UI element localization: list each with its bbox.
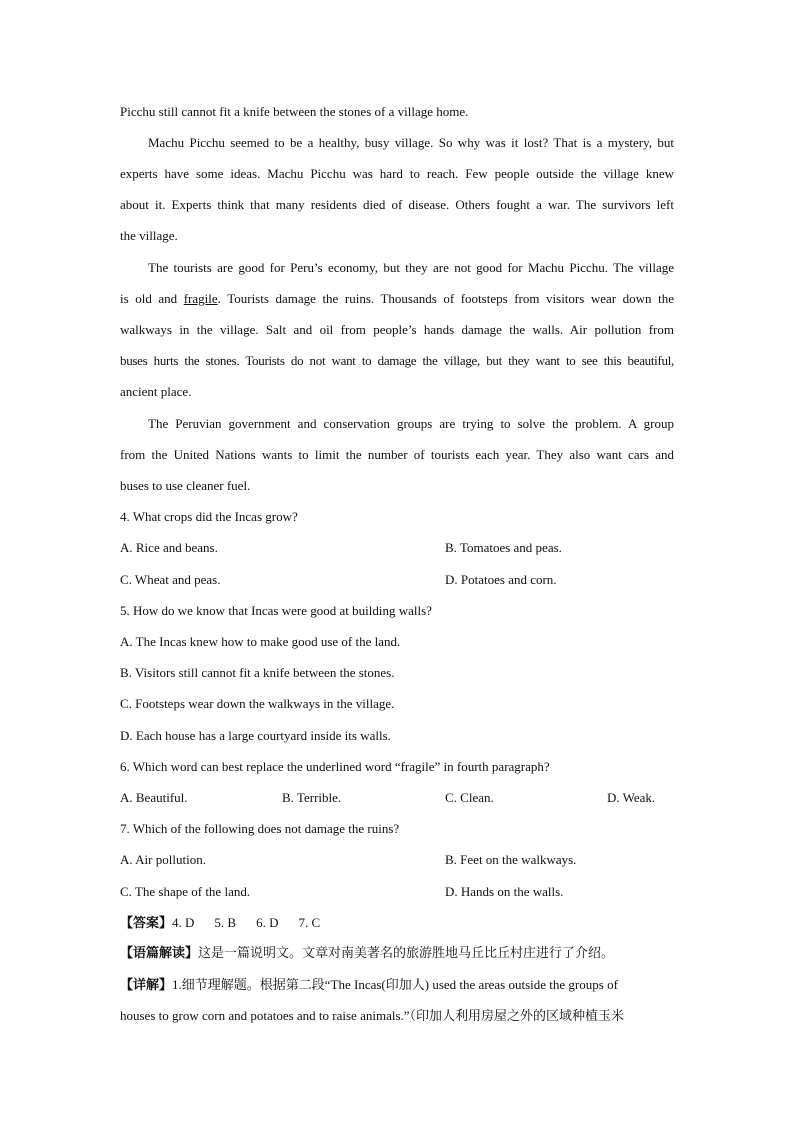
option: D. Potatoes and corn. — [445, 572, 557, 587]
answer-item: 7. C — [298, 915, 321, 930]
passage-line: buses to use cleaner fuel. — [120, 478, 251, 493]
passage-line: about it. Experts think that many residents died of disease. Others fought a war. The survivors left — [120, 197, 674, 212]
text-span: is old and — [120, 291, 184, 306]
passage-line: The tourists are good for Peru’s economy, but they are not good for Machu Picchu. The village — [148, 260, 674, 275]
answer-item: 4. D — [172, 915, 195, 930]
passage-line: Picchu still cannot fit a knife between the stones of a village home. — [120, 104, 469, 119]
option: C. Footsteps wear down the walkways in the village. — [120, 696, 395, 711]
text-span: . Tourists damage the ruins. Thousands of footsteps from visitors wear down the — [217, 291, 674, 306]
detail-line: houses to grow corn and potatoes and to raise animals.”（印加人利用房屋之外的区域种植玉米 — [120, 1008, 625, 1023]
option: A. Beautiful. — [120, 790, 188, 805]
passage-line: ancient place. — [120, 384, 192, 399]
option: C. Wheat and peas. — [120, 572, 221, 587]
passage-line — [120, 290, 674, 308]
question-stem: 7. Which of the following does not damage the ruins? — [120, 821, 400, 836]
passage-line: from the United Nations wants to limit the number of tourists each year. They also want cars and — [120, 447, 674, 462]
passage-line: walkways in the village. Salt and oil from people’s hands damage the walls. Air pollution from — [120, 322, 674, 337]
detail-label: 【详解】 — [120, 978, 173, 993]
option: C. The shape of the land. — [120, 884, 251, 899]
option: B. Visitors still cannot fit a knife between the stones. — [120, 665, 395, 680]
passage-line: The Peruvian government and conservation groups are trying to solve the problem. A group — [148, 416, 674, 431]
option: D. Weak. — [607, 790, 656, 805]
answer-label: 【答案】 — [120, 916, 173, 931]
underlined-word-fragile: fragile — [183, 291, 218, 306]
option: D. Hands on the walls. — [445, 884, 564, 899]
interpretation-label: 【语篇解读】 — [120, 946, 199, 961]
question-stem: 6. Which word can best replace the underlined word “fragile” in fourth paragraph? — [120, 759, 550, 774]
option: B. Tomatoes and peas. — [445, 540, 562, 555]
answer-item: 6. D — [256, 915, 279, 930]
option: B. Terrible. — [282, 790, 342, 805]
option: A. Air pollution. — [120, 852, 206, 867]
option: D. Each house has a large courtyard inside its walls. — [120, 728, 391, 743]
question-stem: 4. What crops did the Incas grow? — [120, 509, 298, 524]
question-stem: 5. How do we know that Incas were good at building walls? — [120, 603, 432, 618]
option: B. Feet on the walkways. — [445, 852, 577, 867]
detail-line — [120, 976, 674, 995]
answer-line — [120, 914, 320, 933]
passage-line: Machu Picchu seemed to be a healthy, busy village. So why was it lost? That is a mystery, but — [148, 135, 674, 150]
interpretation-text: 这是一篇说明文。文章对南美著名的旅游胜地马丘比丘村庄进行了介绍。 — [198, 946, 615, 961]
interpretation-line — [120, 945, 614, 963]
option: C. Clean. — [445, 790, 494, 805]
passage-line: the village. — [120, 228, 178, 243]
answer-item: 5. B — [214, 915, 237, 930]
option: A. The Incas knew how to make good use of the land. — [120, 634, 401, 649]
detail-text: 1.细节理解题。根据第二段“The Incas(印加人) used the areas outside the groups of — [172, 977, 618, 992]
passage-line: buses hurts the stones. Tourists do not want to damage the village, but they want to see this beautiful, — [120, 353, 674, 368]
option: A. Rice and beans. — [120, 540, 218, 555]
passage-line: experts have some ideas. Machu Picchu was hard to reach. Few people outside the village knew — [120, 166, 674, 181]
